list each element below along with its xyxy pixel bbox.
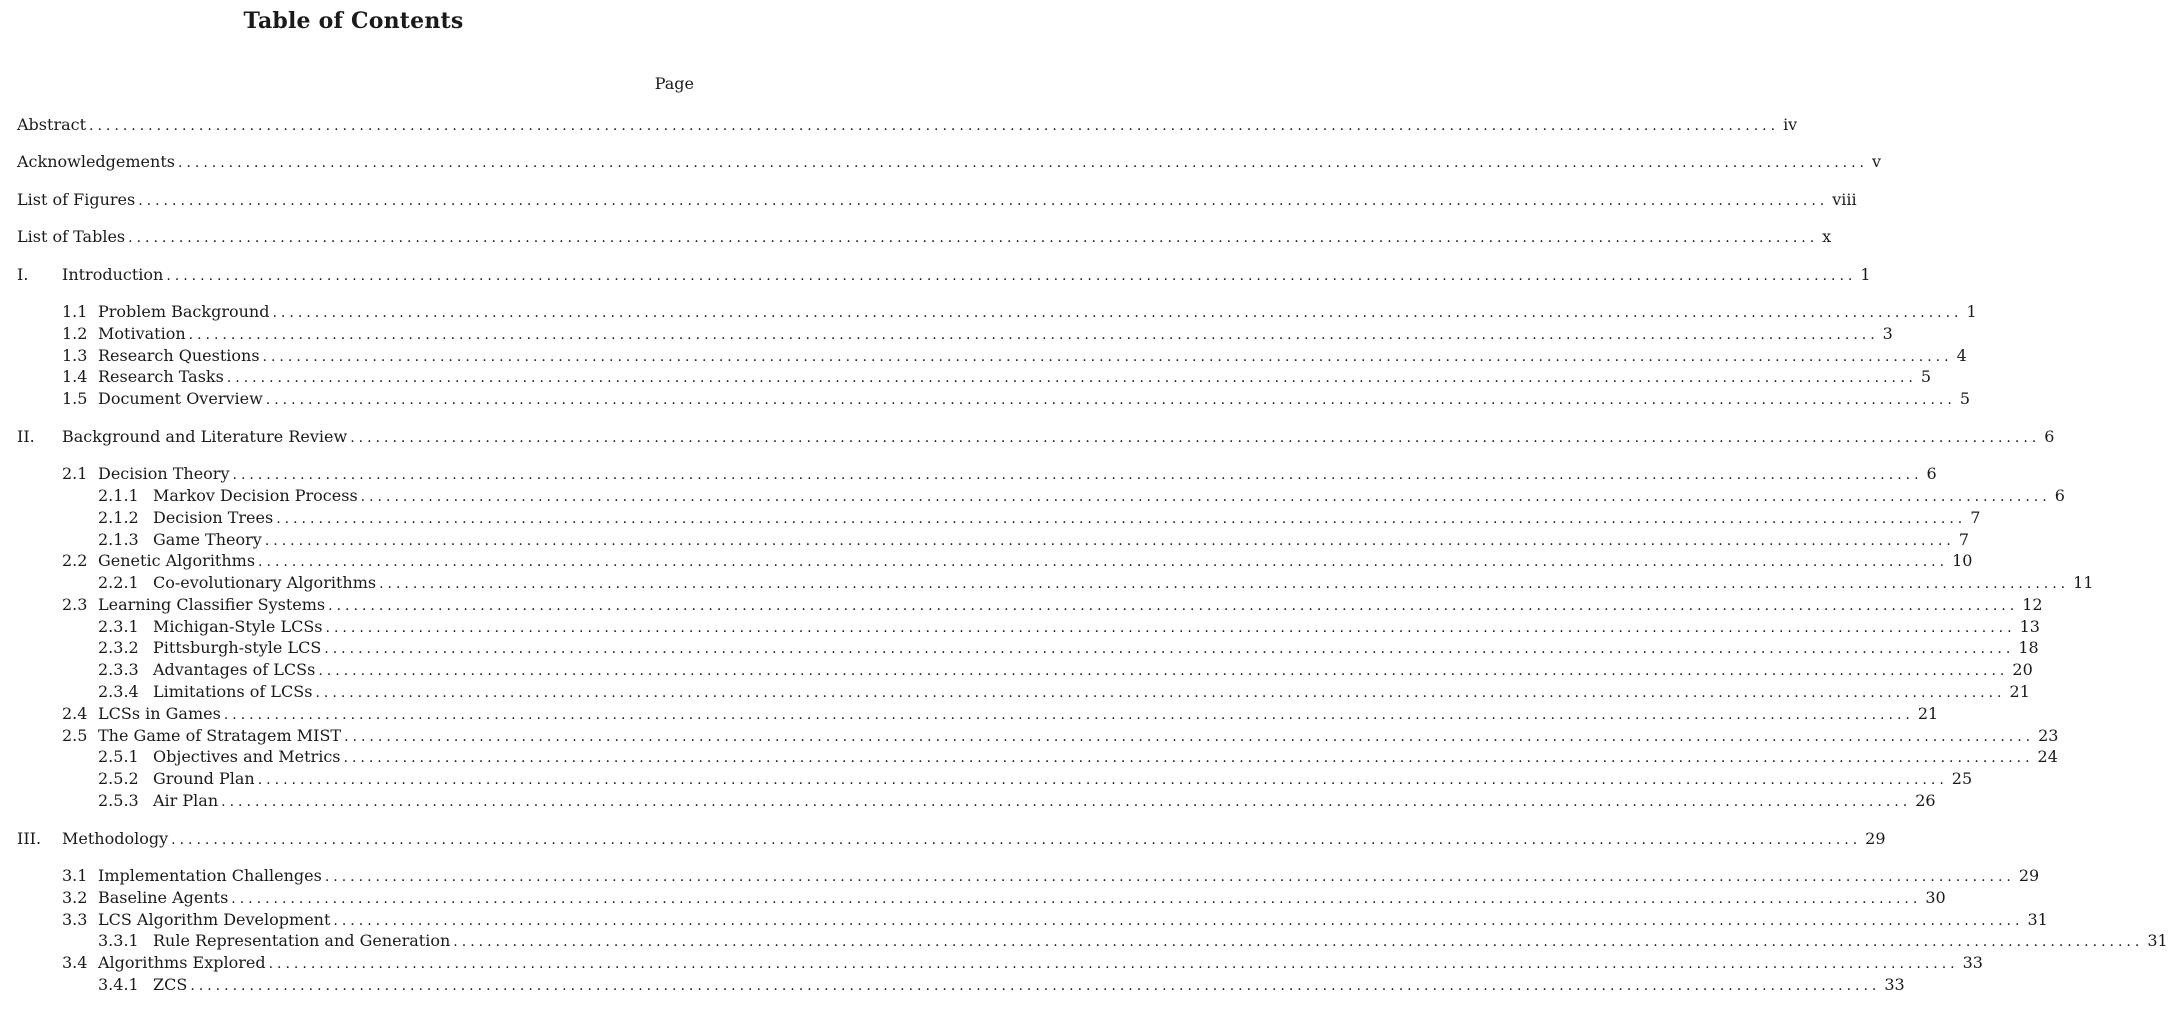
toc-entry[interactable] [98,746,2058,768]
toc-entry-title: The Game of Stratagem MIST [98,726,342,745]
toc-entry[interactable] [62,952,1983,974]
page-column-header: Page [654,74,694,93]
toc-entry-title: Introduction [62,265,164,284]
dot-leader: ........................................................................................................................................................................................................ [89,118,1780,134]
toc-entry-number: 2.3.4 [98,682,139,701]
toc-entry-title: Game Theory [153,530,262,549]
dot-leader: ........................................................................................................................................................................................................ [379,576,2070,592]
toc-entry-number: 1.2 [62,324,88,343]
toc-entry[interactable] [62,301,1977,323]
toc-entry-page-number: 31 [2027,910,2048,929]
toc-entry-page-number: 18 [2018,638,2039,657]
toc-entry-page-number: 6 [1926,464,1937,483]
toc-entry[interactable] [62,323,1893,345]
toc-entry-title: Abstract [17,115,87,134]
toc-entry-number: 1.5 [62,389,88,408]
toc-entry-page-number: 4 [1956,346,1967,365]
toc-entry-page-number: 31 [2147,931,2168,950]
toc-entry[interactable] [17,189,1857,211]
dot-leader: ........................................................................................................................................................................................................ [221,794,1912,810]
toc-entry[interactable] [62,550,1973,572]
toc-entry-page-number: 23 [2038,726,2059,745]
dot-leader: ........................................................................................................................................................................................................ [324,641,2015,657]
toc-entry[interactable] [62,366,1932,388]
dot-leader: ........................................................................................................................................................................................................ [360,489,2051,505]
toc-entry-page-number: 25 [1951,769,1973,788]
dot-leader: ........................................................................................................................................................................................................ [318,663,2009,679]
toc-entry[interactable] [98,616,2040,638]
toc-entry-title: LCS Algorithm Development [98,910,331,929]
toc-entry-page-number: 29 [2018,866,2040,885]
toc-entry-number: 3.4 [62,953,88,972]
toc-entry[interactable] [17,151,1882,173]
toc-entry[interactable] [62,345,1967,367]
toc-entry-number: 1.4 [62,367,88,386]
toc-entry-page-number: 33 [1884,975,1905,994]
dot-leader: ........................................................................................................................................................................................................ [171,832,1862,848]
toc-entry[interactable] [98,681,2030,703]
dot-leader: ........................................................................................................................................................................................................ [333,913,2024,929]
toc-entry-title: Objectives and Metrics [153,747,341,766]
toc-entry[interactable] [98,507,1981,529]
toc-entry-title: Co-evolutionary Algorithms [153,573,377,592]
toc-entry-title: LCSs in Games [98,704,221,723]
dot-leader: ........................................................................................................................................................................................................ [343,750,2034,766]
dot-leader: ........................................................................................................................................................................................................ [328,598,2019,614]
toc-entry[interactable] [98,790,1936,812]
toc-entry-title: Decision Theory [98,464,230,483]
toc-entry-page-number: 13 [2019,617,2040,636]
toc-entry-title: Problem Background [98,302,270,321]
toc-entry-title: Ground Plan [153,769,255,788]
toc-entry-page-number: 10 [1952,551,1973,570]
toc-entry-number: 2.1.3 [98,530,139,549]
toc-entry-title: Markov Decision Process [153,486,358,505]
toc-entry-page-number: 12 [2022,595,2043,614]
toc-entry[interactable] [98,659,2033,681]
toc-entry-title: Research Tasks [98,367,224,386]
dot-leader: ........................................................................................................................................................................................................ [453,934,2144,950]
toc-entry[interactable] [98,529,1970,551]
toc-entry-title: Document Overview [98,389,263,408]
dot-leader: ........................................................................................................................................................................................................ [325,620,2016,636]
dot-leader: ........................................................................................................................................................................................................ [344,729,2035,745]
toc-entry-number: 2.2.1 [98,573,139,592]
dot-leader: ........................................................................................................................................................................................................ [264,533,1955,549]
toc-entry-number: 2.3.2 [98,638,139,657]
toc-entry-title: Methodology [62,829,169,848]
toc-entry-page-number: 21 [2009,682,2030,701]
toc-entry[interactable] [62,887,1946,909]
toc-entry-title: Michigan-Style LCSs [153,617,323,636]
toc-entry-page-number: 6 [2044,427,2055,446]
toc-entry-number: 2.1 [62,464,88,483]
toc-entry-title: Rule Representation and Generation [153,931,451,950]
toc-entry-page-number: 21 [1917,704,1939,723]
toc-entry-number: 2.3 [62,595,88,614]
toc-entry-number: 2.1.1 [98,486,139,505]
dot-leader: ........................................................................................................................................................................................................ [315,685,2006,701]
dot-leader: ........................................................................................................................................................................................................ [324,869,2015,885]
toc-entry-title: Advantages of LCSs [153,660,316,679]
toc-entry[interactable] [17,226,1832,248]
toc-entry-title: Baseline Agents [98,888,229,907]
toc-entry-page-number: viii [1832,190,1857,209]
dot-leader: ........................................................................................................................................................................................................ [262,349,1953,365]
toc-entry-number: 2.5.3 [98,791,139,810]
toc-entry-number: 3.3 [62,910,88,929]
toc-entry[interactable] [62,703,1939,725]
toc-entry-number: 2.3.3 [98,660,139,679]
toc-entry-number: 2.5 [62,726,88,745]
toc-entry-number: 2.2 [62,551,88,570]
toc-entry-title: Implementation Challenges [98,866,322,885]
toc-entry-number: 2.4 [62,704,88,723]
toc-entry[interactable] [17,828,1886,850]
dot-leader: ........................................................................................................................................................................................................ [257,772,1948,788]
toc-entry-page-number: 6 [2054,486,2065,505]
toc-entry[interactable] [62,909,2048,931]
toc-entry-title: Algorithms Explored [98,953,266,972]
dot-leader: ........................................................................................................................................................................................................ [231,891,1922,907]
toc-entry-page-number: 1 [1860,265,1871,284]
toc-entry-page-number: 7 [1958,530,1970,549]
toc-entry-page-number: v [1872,152,1882,171]
toc-entry-page-number: 26 [1915,791,1936,810]
toc-entry-page-number: x [1822,227,1832,246]
toc-entry-page-number: 11 [2073,573,2094,592]
toc-entry-number: 3.4.1 [98,975,139,994]
toc-entry-page-number: 5 [1920,367,1932,386]
toc-entry-title: Pittsburgh-style LCS [153,638,322,657]
dot-leader: ........................................................................................................................................................................................................ [258,554,1949,570]
toc-entry[interactable] [62,594,2043,616]
dot-leader: ........................................................................................................................................................................................................ [350,430,2041,446]
toc-entry[interactable] [17,264,1871,286]
toc-entry-page-number: 33 [1962,953,1983,972]
toc-entry-number: 1.3 [62,346,88,365]
dot-leader: ........................................................................................................................................................................................................ [138,193,1829,209]
toc-entry[interactable] [98,637,2039,659]
toc-entry[interactable] [98,974,1905,996]
toc-entry-number: 2.5.1 [98,747,139,766]
toc-entry[interactable] [17,426,2055,448]
toc-entry-title: Learning Classifier Systems [98,595,326,614]
toc-entry-title: Decision Trees [153,508,274,527]
toc-entry-title: List of Tables [17,227,126,246]
toc-entry[interactable] [98,485,2065,507]
toc-entry[interactable] [17,114,1798,136]
dot-leader: ........................................................................................................................................................................................................ [268,956,1959,972]
toc-entry-number: 2.1.2 [98,508,139,527]
toc-entry-title: Limitations of LCSs [153,682,313,701]
toc-entry-number: 3.2 [62,888,88,907]
toc-entry-title: Acknowledgements [17,152,175,171]
dot-leader: ........................................................................................................................................................................................................ [223,707,1914,723]
page-title: Table of Contents [243,8,464,34]
toc-entry-number: 3.1 [62,866,88,885]
toc-entry-number: 2.5.2 [98,769,139,788]
toc-entry-title: Air Plan [153,791,219,810]
dot-leader: ........................................................................................................................................................................................................ [188,327,1879,343]
toc-entry-page-number: 20 [2012,660,2033,679]
toc-entry[interactable] [62,388,1971,410]
toc-entry[interactable] [98,768,1973,790]
toc-entry[interactable] [62,865,2040,887]
dot-leader: ........................................................................................................................................................................................................ [276,511,1967,527]
toc-entry-page-number: 7 [1970,508,1981,527]
dot-leader: ........................................................................................................................................................................................................ [166,268,1857,284]
dot-leader: ........................................................................................................................................................................................................ [272,305,1963,321]
toc-entry-page-number: 30 [1925,888,1946,907]
toc-entry-page-number: 29 [1865,829,1886,848]
toc-entry-page-number: 24 [2037,747,2058,766]
toc-entry-number: II. [17,427,35,446]
toc-entry-number: 2.3.1 [98,617,139,636]
toc-entry[interactable] [98,930,2168,952]
toc-entry-number: 3.3.1 [98,931,139,950]
toc-entry[interactable] [62,463,1937,485]
dot-leader: ........................................................................................................................................................................................................ [190,978,1881,994]
toc-entry-title: Genetic Algorithms [98,551,256,570]
dot-leader: ........................................................................................................................................................................................................ [128,230,1819,246]
toc-entry-title: ZCS [153,975,188,994]
toc-entry-number: 1.1 [62,302,88,321]
dot-leader: ........................................................................................................................................................................................................ [232,467,1923,483]
toc-entry-page-number: iv [1783,115,1798,134]
toc-entry[interactable] [62,725,2059,747]
toc-entry-title: Research Questions [98,346,260,365]
toc-entry-page-number: 3 [1882,324,1893,343]
toc-entry-title: Motivation [98,324,186,343]
dot-leader: ........................................................................................................................................................................................................ [226,370,1917,386]
toc-entry-page-number: 5 [1959,389,1971,408]
toc-entry-page-number: 1 [1966,302,1977,321]
dot-leader: ........................................................................................................................................................................................................ [265,392,1956,408]
toc-entry[interactable] [98,572,2094,594]
toc-entry-title: Background and Literature Review [62,427,348,446]
toc-entry-number: III. [17,829,42,848]
toc-entry-number: I. [17,265,29,284]
toc-entry-title: List of Figures [17,190,136,209]
dot-leader: ........................................................................................................................................................................................................ [177,155,1869,171]
